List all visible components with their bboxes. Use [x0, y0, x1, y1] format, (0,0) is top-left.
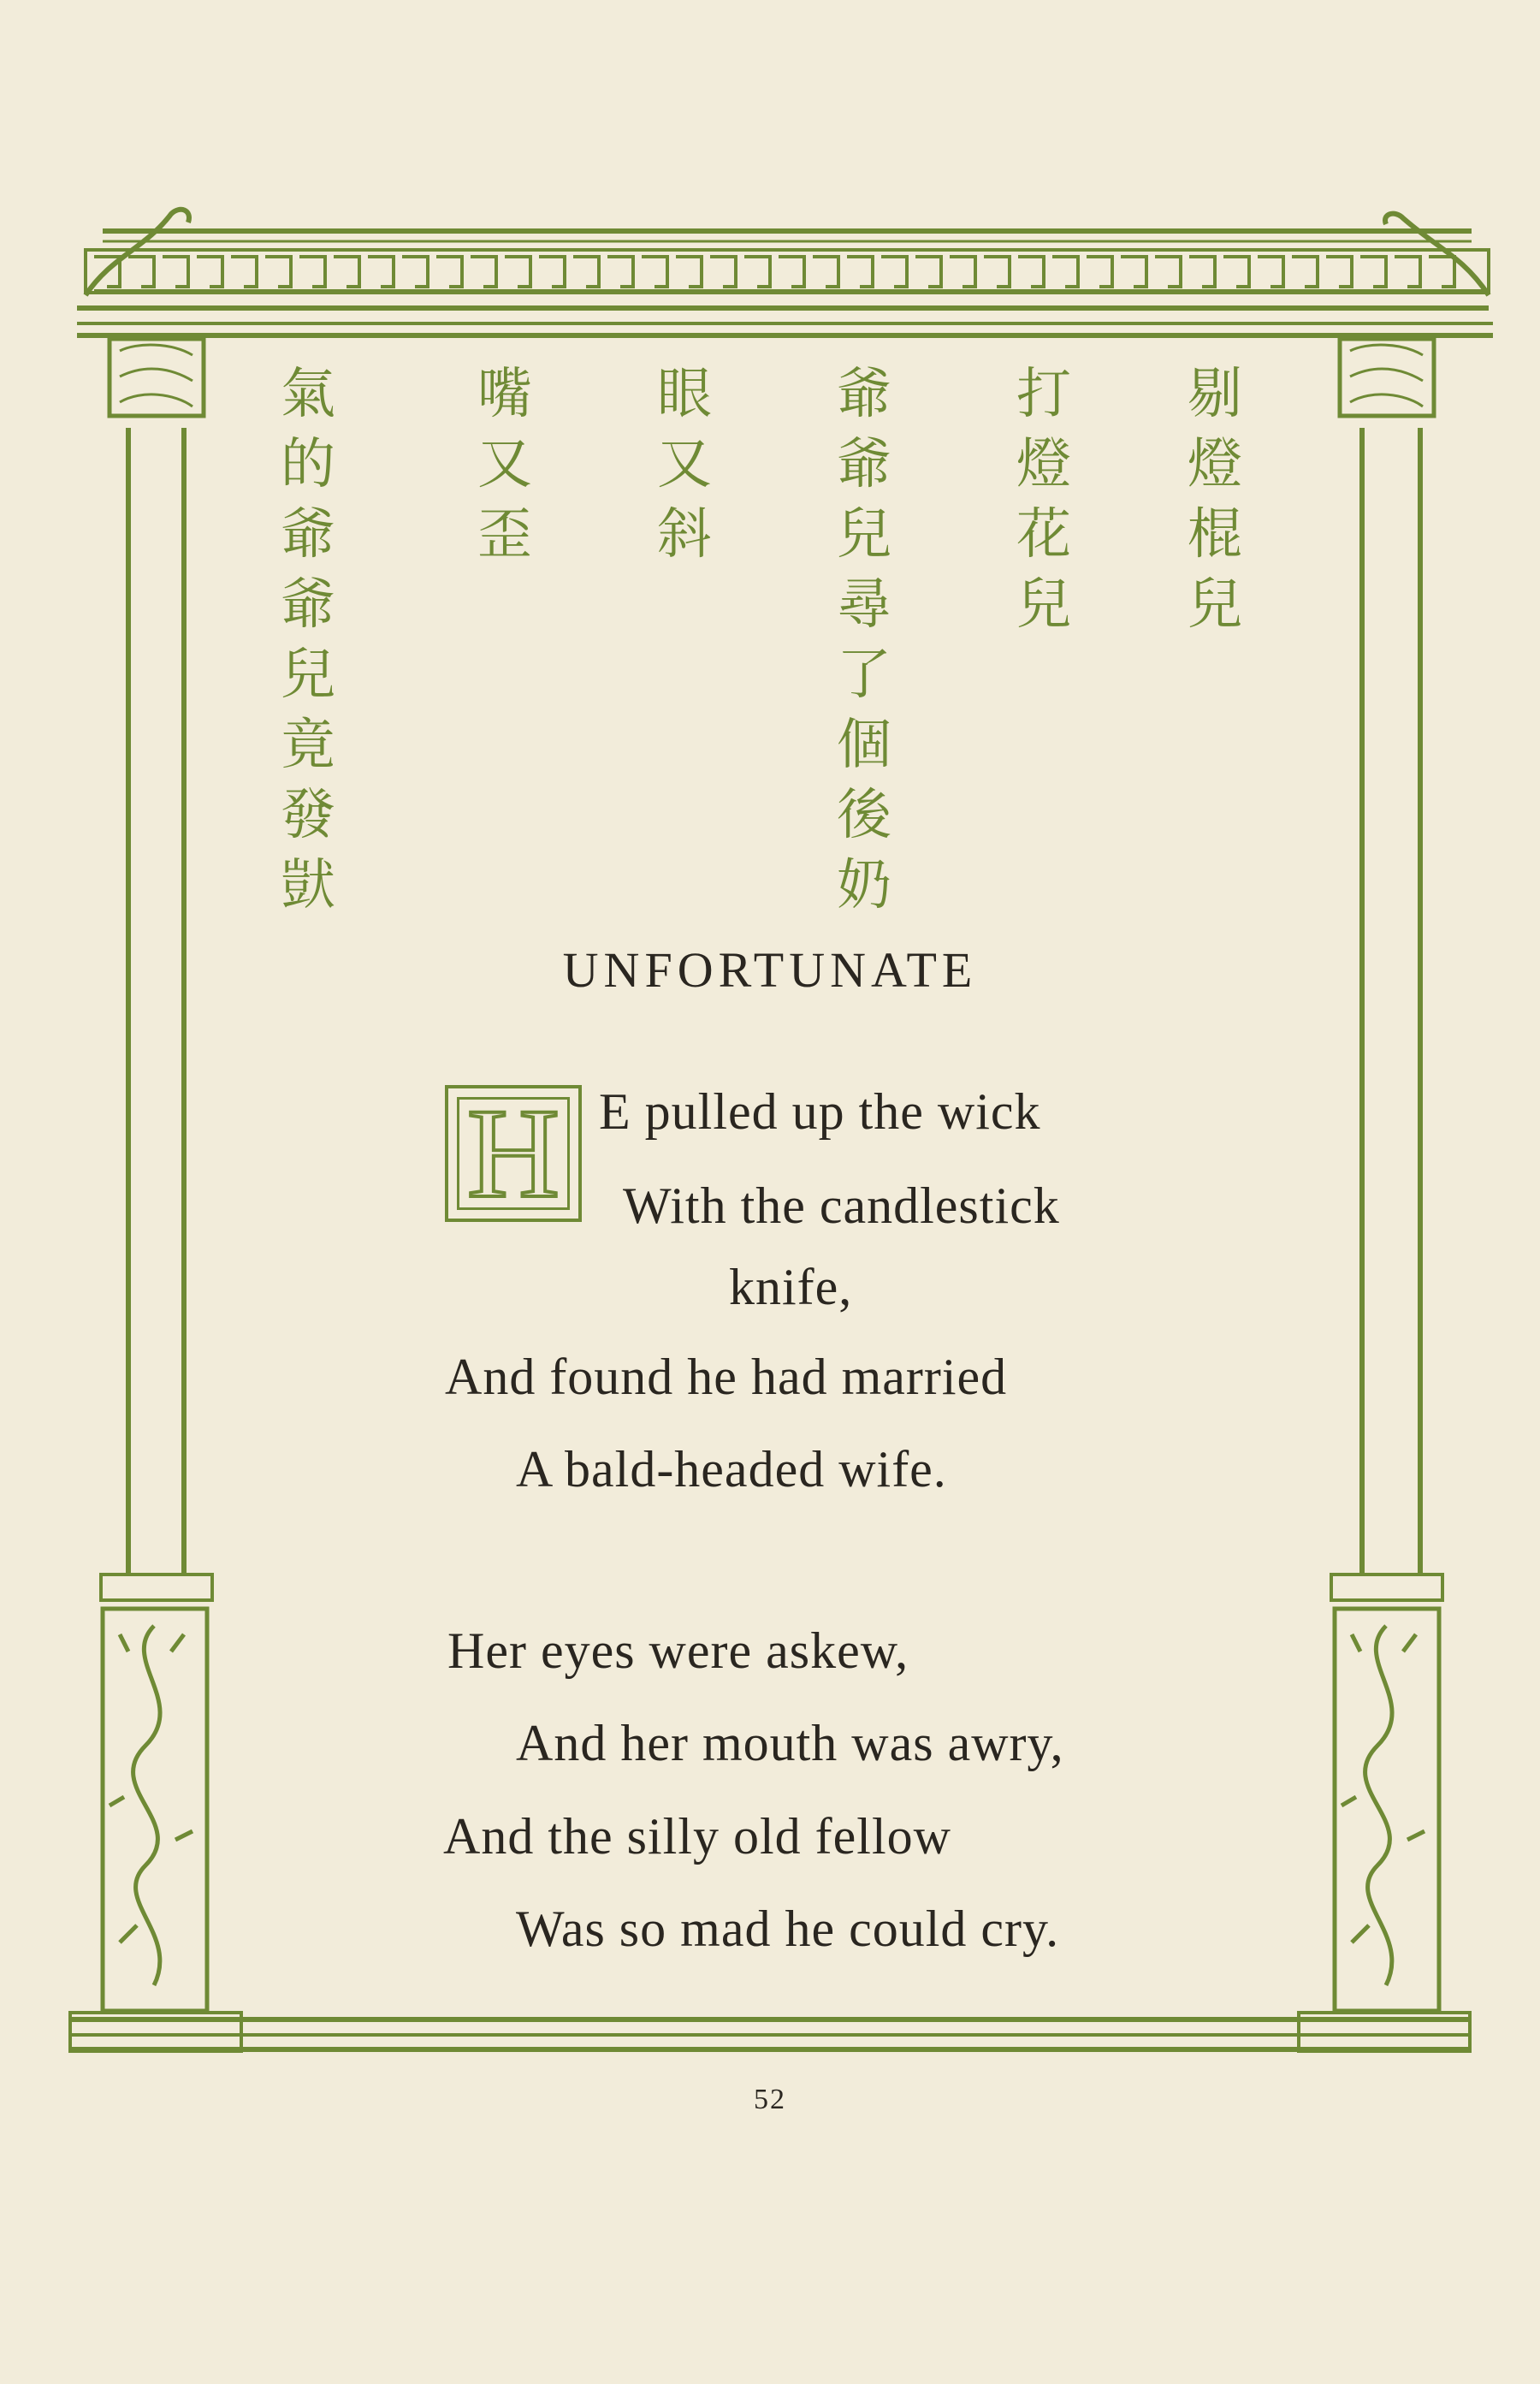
- chinese-character: 尋: [837, 573, 891, 637]
- page-number: 52: [754, 2084, 786, 2115]
- chinese-character: 燈: [1016, 433, 1071, 496]
- chinese-character: 又: [477, 433, 532, 496]
- dragon-carving-icon: [110, 1626, 192, 1985]
- chinese-character: 打: [1016, 363, 1071, 426]
- chinese-character: 獃: [281, 854, 335, 917]
- chinese-character: 花: [1016, 503, 1071, 566]
- chinese-column-4: [642, 359, 727, 570]
- roof-ornament-icon: [86, 210, 1489, 295]
- poem-line: And her mouth was awry,: [516, 1715, 1064, 1771]
- chinese-character: 嘴: [477, 363, 532, 426]
- drop-cap-letter: H: [457, 1097, 570, 1210]
- chinese-character: 棍: [1188, 503, 1242, 566]
- chinese-character: 又: [657, 433, 712, 496]
- chinese-character: 剔: [1188, 363, 1242, 426]
- chinese-character: 竟: [281, 714, 335, 777]
- chinese-character: 奶: [837, 854, 891, 917]
- chinese-character: 燈: [1188, 433, 1242, 496]
- poem-line: Was so mad he could cry.: [516, 1901, 1060, 1957]
- chinese-character: 個: [837, 714, 891, 777]
- poem-line: A bald-headed wife.: [516, 1441, 947, 1497]
- poem-title: UNFORTUNATE: [562, 942, 978, 998]
- chinese-character: 眼: [657, 363, 712, 426]
- poem-line: knife,: [729, 1259, 853, 1315]
- chinese-character: 兒: [281, 643, 335, 707]
- chinese-column-6: [265, 359, 351, 921]
- chinese-character: 爺: [281, 503, 335, 566]
- chinese-character: 的: [281, 433, 335, 496]
- chinese-character: 斜: [657, 503, 712, 566]
- pillar-capital-icon: [120, 345, 192, 406]
- chinese-character: 了: [837, 643, 891, 707]
- chinese-character: 爺: [837, 363, 891, 426]
- chinese-column-5: [462, 359, 548, 570]
- chinese-character: 兒: [1016, 573, 1071, 637]
- chinese-column-3: [821, 359, 907, 921]
- poem-line: And found he had married: [445, 1349, 1008, 1405]
- poem-line: Her eyes were askew,: [447, 1622, 909, 1679]
- chinese-character: 兒: [837, 503, 891, 566]
- drop-cap: [445, 1082, 582, 1225]
- chinese-character: 爺: [837, 433, 891, 496]
- poem-line: E pulled up the wick: [599, 1083, 1041, 1140]
- chinese-character: 後: [837, 784, 891, 847]
- chinese-character: 爺: [281, 573, 335, 637]
- poem-line: With the candlestick: [623, 1177, 1060, 1234]
- chinese-character: 氣: [281, 363, 335, 426]
- chinese-column-2: [1001, 359, 1087, 640]
- chinese-character: 兒: [1188, 573, 1242, 637]
- chinese-character: 歪: [477, 503, 532, 566]
- chinese-column-1: [1172, 359, 1258, 640]
- chinese-character: 發: [281, 784, 335, 847]
- pillar-capital-icon: [1350, 345, 1423, 406]
- poem-line: And the silly old fellow: [443, 1808, 951, 1865]
- dragon-carving-icon: [1342, 1626, 1424, 1985]
